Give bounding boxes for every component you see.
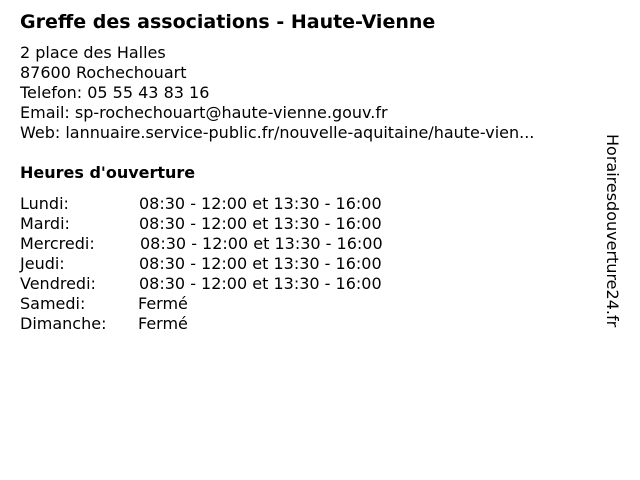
day-label: Mercredi: bbox=[20, 234, 95, 253]
day-hours: 08:30 - 12:00 et 13:30 - 16:00 bbox=[139, 214, 382, 233]
day-label: Lundi: bbox=[20, 194, 69, 213]
day-label: Jeudi: bbox=[20, 254, 65, 273]
day-label: Vendredi: bbox=[20, 274, 96, 293]
page-title: Greffe des associations - Haute-Vienne bbox=[20, 11, 436, 33]
phone-number: Telefon: 05 55 43 83 16 bbox=[20, 83, 210, 102]
address-street: 2 place des Halles bbox=[20, 43, 166, 62]
website-link: Web: lannuaire.service-public.fr/nouvelle-aquitaine/haute-vien... bbox=[20, 123, 535, 142]
day-hours: Fermé bbox=[138, 314, 188, 333]
day-hours: 08:30 - 12:00 et 13:30 - 16:00 bbox=[139, 254, 382, 273]
address-city: 87600 Rochechouart bbox=[20, 63, 187, 82]
site-watermark: Horairesdouverture24.fr bbox=[603, 134, 622, 328]
day-hours: 08:30 - 12:00 et 13:30 - 16:00 bbox=[139, 194, 382, 213]
day-label: Dimanche: bbox=[20, 314, 107, 333]
hours-heading: Heures d'ouverture bbox=[20, 163, 196, 182]
day-label: Samedi: bbox=[20, 294, 86, 313]
day-hours: 08:30 - 12:00 et 13:30 - 16:00 bbox=[140, 234, 383, 253]
day-label: Mardi: bbox=[20, 214, 70, 233]
day-hours: Fermé bbox=[138, 294, 188, 313]
contact-info bbox=[20, 43, 534, 143]
email-address: Email: sp-rochechouart@haute-vienne.gouv.fr bbox=[20, 103, 388, 122]
day-hours: 08:30 - 12:00 et 13:30 - 16:00 bbox=[139, 274, 382, 293]
